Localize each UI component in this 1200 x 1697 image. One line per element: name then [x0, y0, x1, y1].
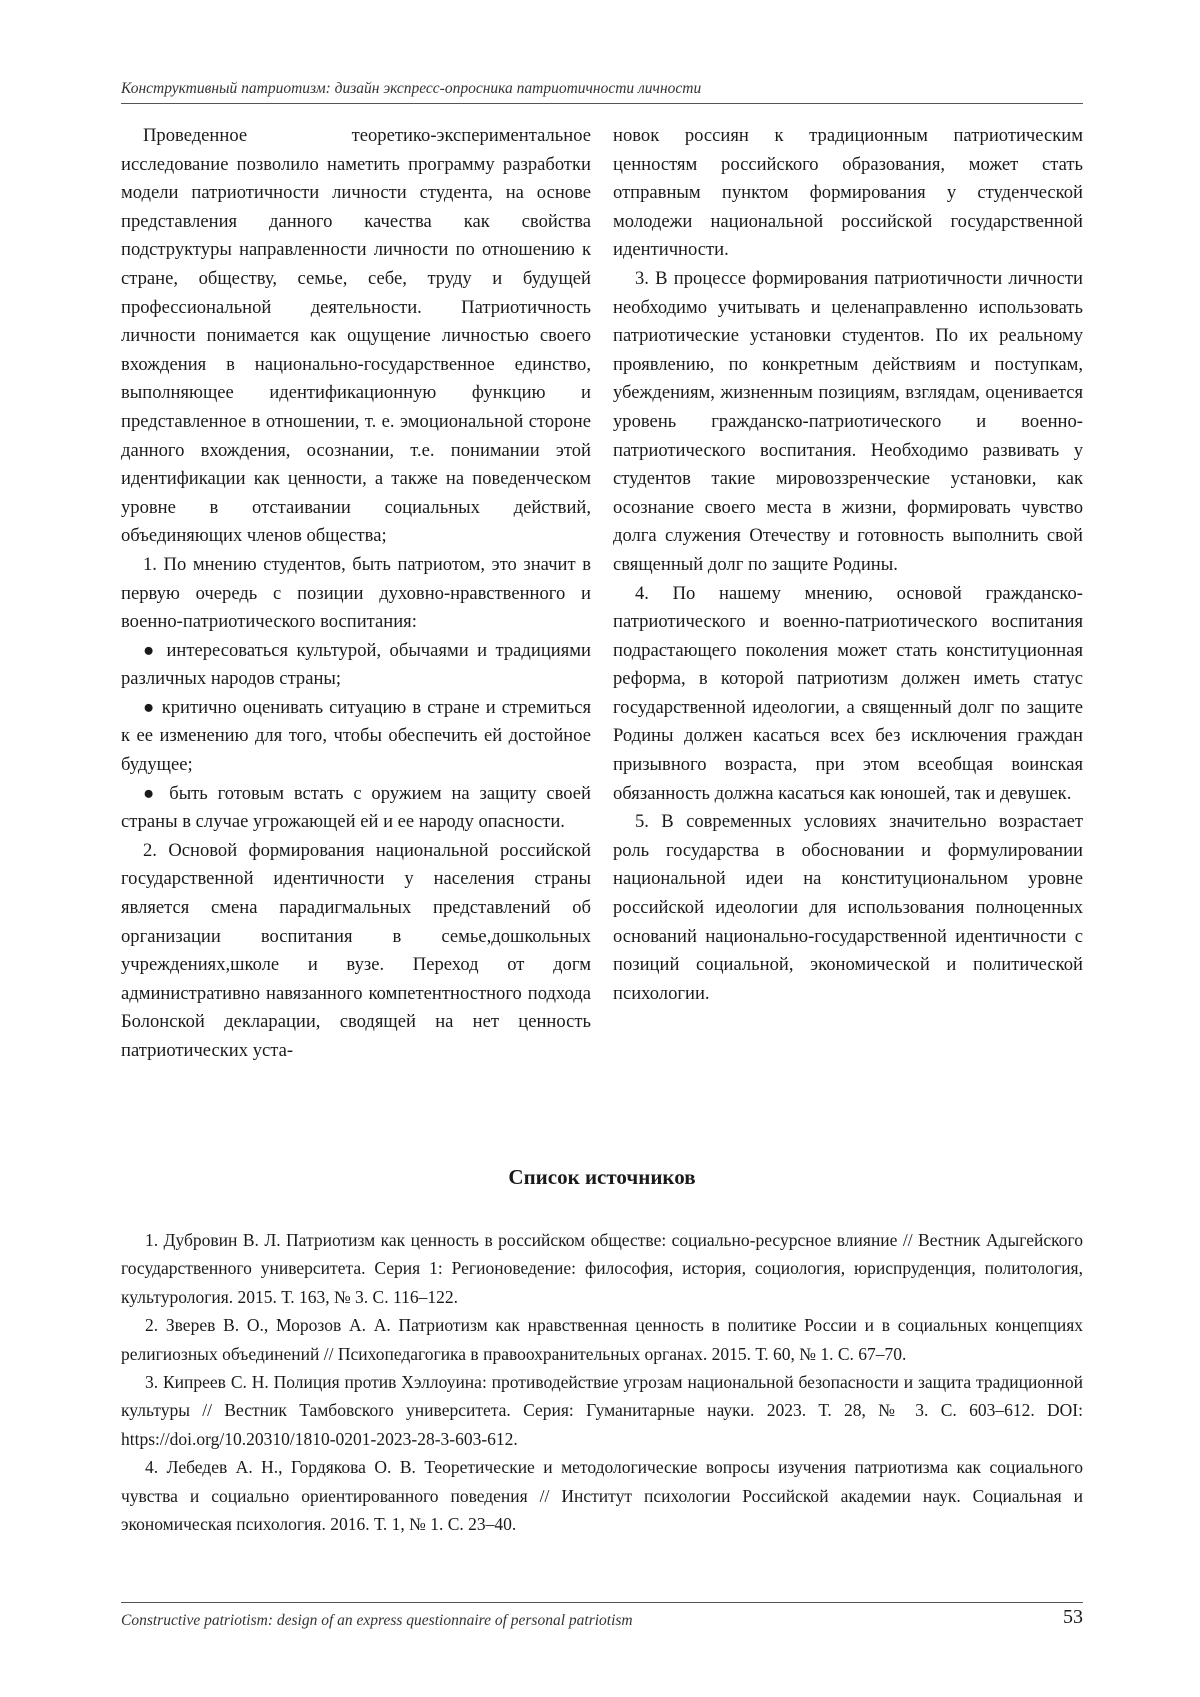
reference-item-3: 3. Кипреев С. Н. Полиция против Хэллоуина: противодействие угрозам национальной безопасности и защита традиционной культуры // Вестник Тамбовского университета. Серия: Гуманитарные науки. 2023. Т. 28, № 3. С. 603–612. DOI: https://doi.org/10.20310/1810-0201-2023-28-3-603-612. [121, 1372, 1083, 1449]
bullet-item-critical-assessment: ● критично оценивать ситуацию в стране и стремиться к ее изменению для того, чтобы обеспечить ей достойное будущее; [121, 696, 591, 776]
paragraph-point-2-continued: новок россиян к традиционным патриотическим ценностям российского образования, может стать отправным пунктом формирования у студенческой молодежи национальной российской государственной идентичности. [613, 125, 1083, 261]
paragraph-point-1: 1. По мнению студентов, быть патриотом, это значит в первую очередь с позиции духовно-нравственного и военно-патриотического воспитания: [121, 553, 591, 633]
bullet-item-defense: ● быть готовым встать с оружием на защиту своей страны в случае угрожающей ей и ее народу опасности. [121, 782, 591, 833]
reference-item-2: 2. Зверев В. О., Морозов А. А. Патриотизм как нравственная ценность в политике России и в социальных концепциях религиозных объединений // Психопедагогика в правоохранительных органах. 2015. Т. 60, № 1. С. 67–70. [121, 1315, 1083, 1364]
right-column [613, 122, 1083, 1132]
paragraph-point-5: 5. В современных условиях значительно возрастает роль государства в обосновании и формулировании национальной идеи на конституциональном уровне российской идеологии для использования полноценных оснований национально-государственной идентичности с позиций социальной, экономической и политической психологии. [613, 811, 1083, 1004]
bullet-item-culture: ● интересоваться культурой, обычаями и традициями различных народов страны; [121, 639, 591, 690]
running-footer-title: Constructive patriotism: design of an express questionnaire of personal patriotism [121, 1612, 633, 1629]
paragraph-point-2: 2. Основой формирования национальной российской государственной идентичности у населения страны является смена парадигмальных представлений об организации воспитания в семье,дошкольных учреждениях,школе и вузе. Переход от догм административно навязанного компетентностного подхода Болонской декларации, сводящей на нет ценность патриотических уста- [121, 839, 591, 1061]
references-heading: Список источников [508, 1165, 696, 1189]
paragraph-point-4: 4. По нашему мнению, основой гражданско-патриотического и военно-патриотического воспитания подрастающего поколения может стать конституционная реформа, в которой патриотизм должен иметь статус государственной идеологии, а священный долг по защите Родины должен касаться всех без исключения граждан призывного возраста, при этом всеобщая воинская обязанность должна касаться как юношей, так и девушек. [613, 582, 1083, 804]
paragraph-point-3: 3. В процессе формирования патриотичности личности необходимо учитывать и целенаправленно использовать патриотические установки студентов. По их реальному проявлению, по конкретным действиям и поступкам, убеждениям, жизненным позициям, взглядам, оценивается уровень гражданско-патриотического и военно-патриотического воспитания. Необходимо развивать у студентов такие мировоззренческие установки, как осознание своего места в жизни, формировать чувство долга служения Отечеству и готовность выполнить свой священный долг по защите Родины. [613, 267, 1083, 575]
body-columns [121, 122, 1083, 1132]
references-list [121, 1226, 1083, 1538]
paragraph-intro: Проведенное теоретико-экспериментальное исследование позволило наметить программу разработки модели патриотичности личности студента, на основе представления данного качества как свойства подструктуры направленности личности по отношению к стране, обществу, семье, себе, труду и будущей профессиональной деятельности. Патриотичность личности понимается как ощущение личностью своего вхождения в национально-государственное единство, выполняющее идентификационную функцию и представленное в отношении, т. е. эмоциональной стороне данного вхождения, осознании, т.е. понимании этой идентификации как ценности, а также на поведенческом уровне в отстаивании социальных действий, объединяющих членов общества; [121, 125, 591, 547]
left-column [121, 122, 591, 1132]
reference-item-1: 1. Дубровин В. Л. Патриотизм как ценность в российском обществе: социально-ресурсное влияние // Вестник Адыгейского государственного университета. Серия 1: Регионоведение: философия, история, социология, юриспруденция, политология, культурология. 2015. Т. 163, № 3. С. 116–122. [121, 1230, 1083, 1307]
header-divider [121, 103, 1083, 104]
reference-item-4: 4. Лебедев А. Н., Гордякова О. В. Теоретические и методологические вопросы изучения патриотизма как социального чувства и социально ориентированного поведения // Институт психологии Российской академии наук. Социальная и экономическая психология. 2016. Т. 1, № 1. С. 23–40. [121, 1457, 1083, 1535]
running-header-title: Конструктивный патриотизм: дизайн экспресс-опросника патриотичности личности [121, 80, 702, 97]
footer-divider [121, 1602, 1083, 1603]
page-number: 53 [1063, 1606, 1083, 1628]
